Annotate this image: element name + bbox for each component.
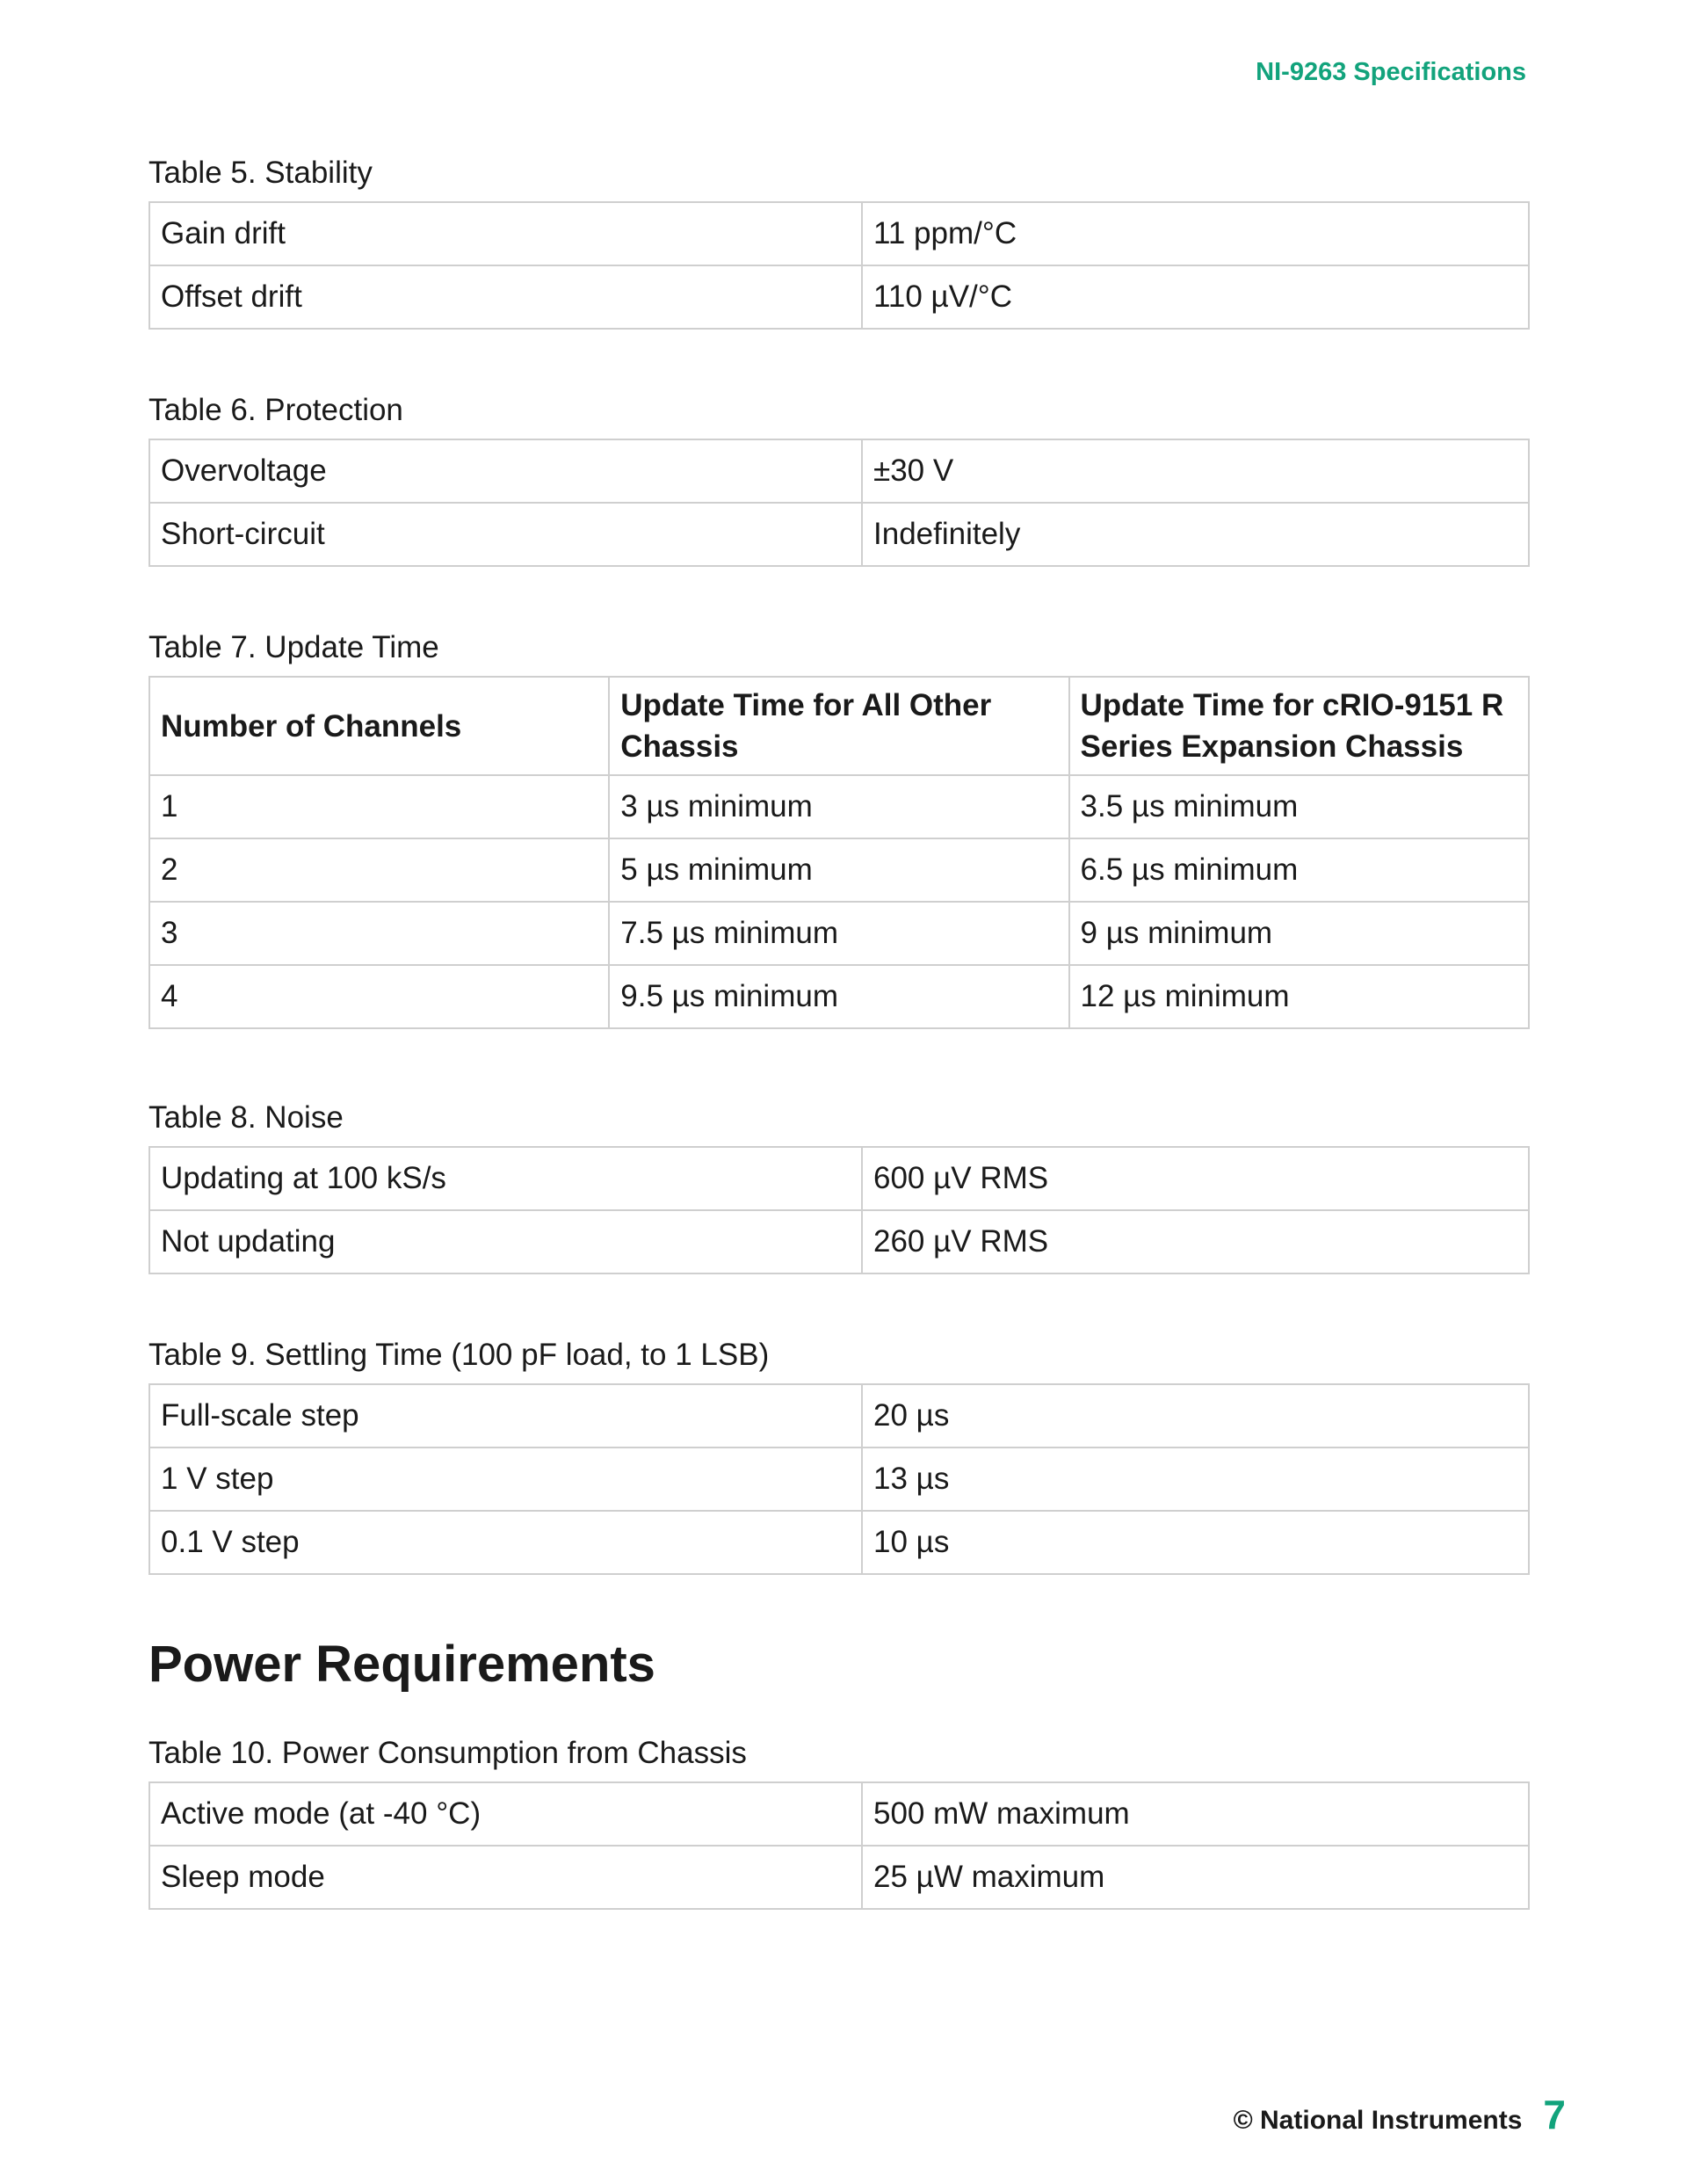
table-row bbox=[149, 439, 1529, 503]
table-cell: Not updating bbox=[149, 1210, 862, 1273]
table-5-caption: Table 5. Stability bbox=[148, 156, 373, 190]
section-block bbox=[148, 1635, 1530, 1694]
page-footer bbox=[1234, 2091, 1566, 2138]
table-cell: 3.5 µs minimum bbox=[1069, 775, 1529, 838]
table-cell: 0.1 V step bbox=[149, 1511, 862, 1574]
table-row bbox=[149, 902, 1529, 965]
table-cell: 600 µV RMS bbox=[862, 1147, 1529, 1210]
table-row bbox=[149, 1782, 1529, 1846]
table-cell: Short-circuit bbox=[149, 503, 862, 566]
table-cell: 500 mW maximum bbox=[862, 1782, 1529, 1846]
table-header-cell: Update Time for All Other Chassis bbox=[609, 677, 1068, 775]
footer-copyright: © National Instruments bbox=[1233, 2106, 1523, 2135]
table-7-caption: Table 7. Update Time bbox=[148, 630, 439, 664]
table-cell: Gain drift bbox=[149, 202, 862, 265]
document-header-title: NI-9263 Specifications bbox=[1256, 58, 1526, 86]
table-cell: Indefinitely bbox=[862, 503, 1529, 566]
table-row bbox=[149, 1448, 1529, 1511]
table-6-caption: Table 6. Protection bbox=[148, 393, 403, 427]
table-cell: 12 µs minimum bbox=[1069, 965, 1529, 1028]
table-6-block bbox=[148, 393, 1530, 567]
table-header-cell: Number of Channels bbox=[149, 677, 609, 775]
table-cell: 110 µV/°C bbox=[862, 265, 1529, 329]
table-cell: Overvoltage bbox=[149, 439, 862, 503]
table-cell: Active mode (at -40 °C) bbox=[149, 1782, 862, 1846]
table-cell: 260 µV RMS bbox=[862, 1210, 1529, 1273]
section-heading: Power Requirements bbox=[148, 1636, 655, 1693]
table-cell: 25 µW maximum bbox=[862, 1846, 1529, 1909]
table-row bbox=[149, 202, 1529, 265]
table-cell: Updating at 100 kS/s bbox=[149, 1147, 862, 1210]
page-number: 7 bbox=[1543, 2092, 1566, 2137]
table-row bbox=[149, 1384, 1529, 1448]
table-cell: 9.5 µs minimum bbox=[609, 965, 1068, 1028]
table-cell: 10 µs bbox=[862, 1511, 1529, 1574]
table-8-noise bbox=[148, 1146, 1530, 1274]
table-5-block bbox=[148, 156, 1530, 330]
table-row bbox=[149, 1511, 1529, 1574]
table-cell: 5 µs minimum bbox=[609, 838, 1068, 902]
table-cell: Full-scale step bbox=[149, 1384, 862, 1448]
table-cell: 11 ppm/°C bbox=[862, 202, 1529, 265]
table-row bbox=[149, 265, 1529, 329]
table-cell: 7.5 µs minimum bbox=[609, 902, 1068, 965]
table-cell: 4 bbox=[149, 965, 609, 1028]
table-cell: 13 µs bbox=[862, 1448, 1529, 1511]
table-cell: Sleep mode bbox=[149, 1846, 862, 1909]
table-9-settling-time bbox=[148, 1383, 1530, 1575]
table-row bbox=[149, 965, 1529, 1028]
table-cell: 20 µs bbox=[862, 1384, 1529, 1448]
table-6-protection bbox=[148, 439, 1530, 567]
table-header-row bbox=[149, 677, 1529, 775]
table-cell: 1 V step bbox=[149, 1448, 862, 1511]
table-row bbox=[149, 503, 1529, 566]
table-cell: 3 bbox=[149, 902, 609, 965]
table-10-block bbox=[148, 1736, 1530, 1910]
table-row bbox=[149, 1846, 1529, 1909]
table-cell: 9 µs minimum bbox=[1069, 902, 1529, 965]
table-row bbox=[149, 838, 1529, 902]
table-cell: 6.5 µs minimum bbox=[1069, 838, 1529, 902]
table-10-power-consumption bbox=[148, 1781, 1530, 1910]
table-9-block bbox=[148, 1338, 1530, 1575]
table-row bbox=[149, 775, 1529, 838]
table-8-block bbox=[148, 1100, 1530, 1274]
table-row bbox=[149, 1147, 1529, 1210]
table-9-caption: Table 9. Settling Time (100 pF load, to 1 LSB) bbox=[148, 1338, 770, 1372]
table-7-block bbox=[148, 630, 1530, 1029]
table-cell: 2 bbox=[149, 838, 609, 902]
table-8-caption: Table 8. Noise bbox=[148, 1100, 344, 1135]
table-cell: ±30 V bbox=[862, 439, 1529, 503]
table-cell: 1 bbox=[149, 775, 609, 838]
table-5-stability bbox=[148, 201, 1530, 330]
table-cell: Offset drift bbox=[149, 265, 862, 329]
table-cell: 3 µs minimum bbox=[609, 775, 1068, 838]
table-row bbox=[149, 1210, 1529, 1273]
table-10-caption: Table 10. Power Consumption from Chassis bbox=[148, 1736, 747, 1770]
table-header-cell: Update Time for cRIO-9151 R Series Expansion Chassis bbox=[1069, 677, 1529, 775]
table-7-update-time bbox=[148, 676, 1530, 1029]
